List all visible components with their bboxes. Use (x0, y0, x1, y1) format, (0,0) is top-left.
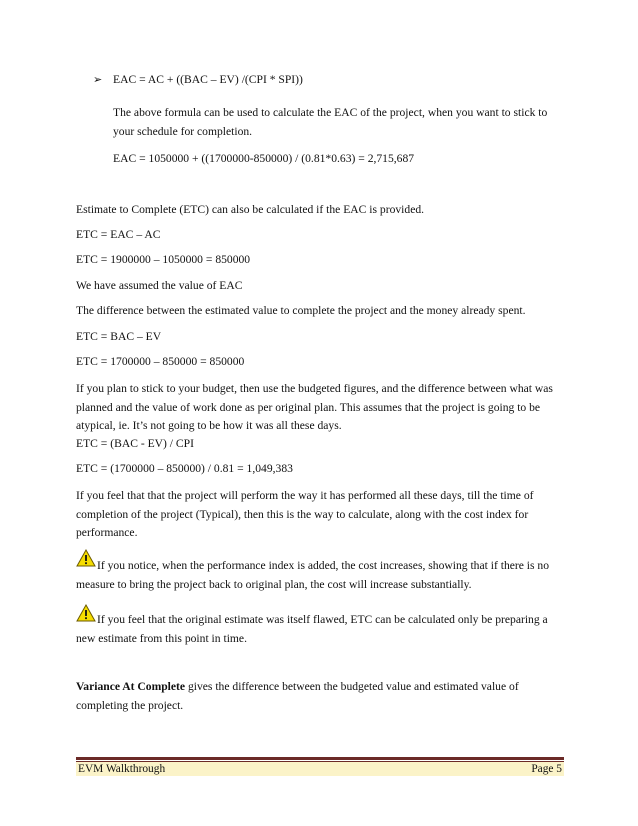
vac-paragraph (76, 678, 554, 715)
etc-calc-3: ETC = (1700000 – 850000) / 0.81 = 1,049,383 (76, 462, 293, 475)
difference-text: The difference between the estimated value to complete the project and the money already spent. (76, 304, 526, 317)
etc-formula-1: ETC = EAC – AC (76, 228, 161, 241)
bullet-calculation: EAC = 1050000 + ((1700000-850000) / (0.81*0.63) = 2,715,687 (113, 152, 415, 165)
budget-paragraph: If you plan to stick to your budget, then use the budgeted figures, and the difference between what was planned and the value of work done as per original plan. This assumes that the project is going to be atypical, ie. It’s not going to be how it was all these days. (76, 382, 553, 432)
footer-rule-thick (76, 757, 564, 760)
footer-title: EVM Walkthrough (78, 763, 166, 775)
etc-formula-2: ETC = BAC – EV (76, 330, 162, 343)
vac-term: Variance At Complete (76, 680, 186, 693)
arrowhead-bullet-icon: ➢ (93, 73, 103, 86)
note-flawed-estimate: If you feel that the original estimate was itself flawed, ETC can be calculated only be preparing a new estimate from this point in time. (76, 613, 548, 645)
typical-paragraph: If you feel that that the project will perform the way it has performed all these days, till the time of completion of the project (Typical), then this is the way to calculate, along with the cost index for performance. (76, 489, 534, 539)
etc-intro: Estimate to Complete (ETC) can also be calculated if the EAC is provided. (76, 203, 425, 216)
assumed-text: We have assumed the value of EAC (76, 279, 243, 292)
note-performance-index: If you notice, when the performance index is added, the cost increases, showing that if there is no measure to bring the project back to original plan, the cost will increase substantially. (76, 559, 550, 591)
etc-calc-1: ETC = 1900000 – 1050000 = 850000 (76, 253, 251, 266)
etc-calc-2: ETC = 1700000 – 850000 = 850000 (76, 355, 245, 368)
bullet-description: The above formula can be used to calculate the EAC of the project, when you want to stick to your schedule for completion. (113, 106, 548, 138)
etc-formula-3: ETC = (BAC - EV) / CPI (76, 437, 194, 450)
footer-page-number: Page 5 (531, 763, 562, 775)
vac-description: gives the difference between the budgeted value and estimated value of completing the project. (76, 680, 519, 712)
bullet-formula: EAC = AC + ((BAC – EV) /(CPI * SPI)) (113, 73, 303, 86)
